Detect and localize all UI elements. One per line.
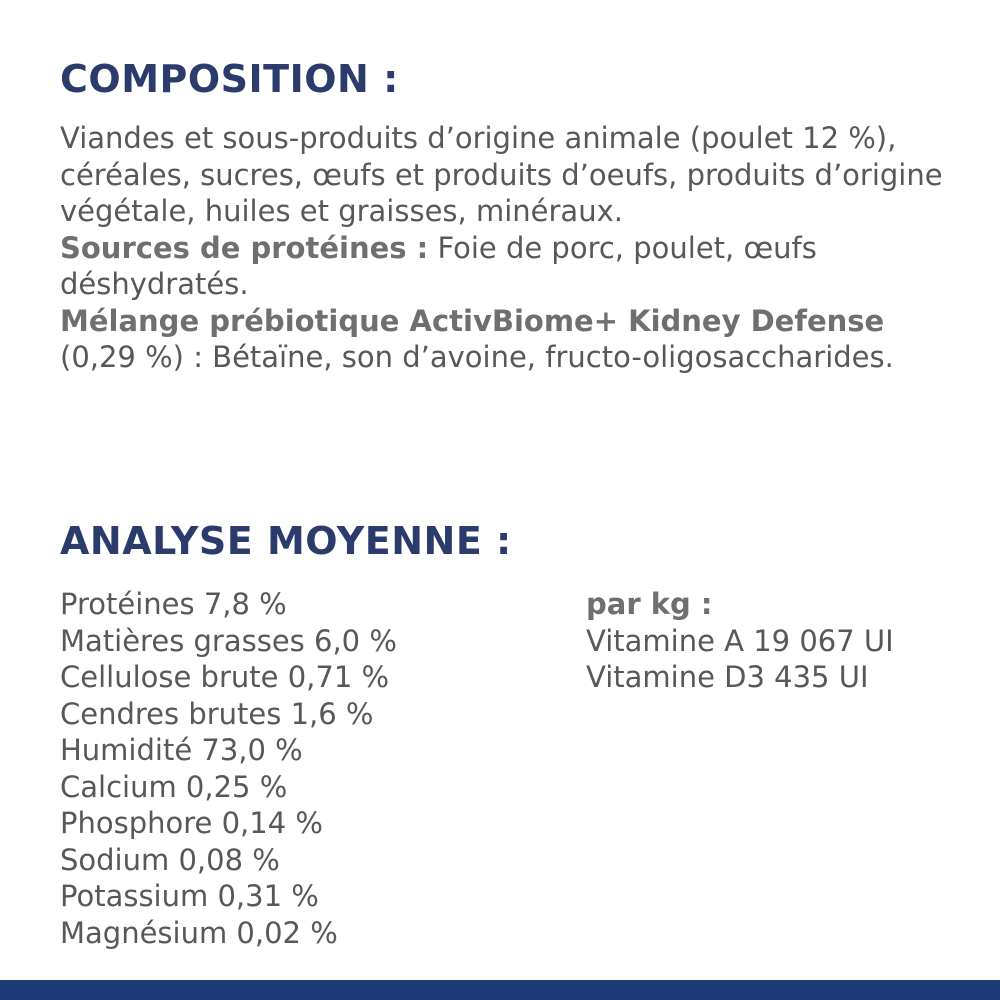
analysis-list [60, 586, 397, 951]
footer-band [0, 980, 1000, 1000]
analysis-item-cendres: Cendres brutes 1,6 % [60, 696, 374, 731]
prebiotic-label: Mélange prébiotique ActivBiome+ Kidney Defense [60, 303, 885, 338]
analysis-item-sodium: Sodium 0,08 % [60, 842, 280, 877]
analysis-item-humidite: Humidité 73,0 % [60, 733, 303, 767]
composition-heading: COMPOSITION : [60, 57, 399, 101]
per-kg-list [586, 623, 894, 696]
analysis-item-calcium: Calcium 0,25 % [60, 769, 288, 804]
protein-sources-text: Foie de porc, poulet, œufs déshydratés. [60, 230, 817, 301]
analysis-item-phosphore: Phosphore 0,14 % [60, 806, 323, 840]
analysis-heading: ANALYSE MOYENNE : [60, 519, 512, 563]
prebiotic-text: (0,29 %) : Bétaïne, son d’avoine, fructo-oligosaccharides. [60, 340, 894, 374]
protein-sources-label: Sources de protéines : [60, 230, 429, 265]
prebiotic-paragraph [60, 303, 960, 376]
analysis-item-proteines: Protéines 7,8 % [60, 587, 287, 621]
per-kg-item-vitamin-d3: Vitamine D3 435 UI [586, 660, 869, 694]
per-kg-title: par kg : [586, 587, 713, 621]
per-kg-item-vitamin-a: Vitamine A 19 067 UI [586, 623, 894, 658]
analysis-item-magnesium: Magnésium 0,02 % [60, 915, 338, 950]
per-kg-block [586, 586, 894, 696]
protein-sources-paragraph [60, 230, 960, 303]
ingredients-paragraph: Viandes et sous-produits d’origine animale (poulet 12 %), céréales, sucres, œufs et produits d’oeufs, produits d’origine végétale, huiles et graisses, minéraux. [60, 121, 943, 228]
analysis-item-potassium: Potassium 0,31 % [60, 879, 319, 913]
analysis-item-matieres-grasses: Matières grasses 6,0 % [60, 623, 397, 658]
composition-text [60, 120, 960, 376]
analysis-item-cellulose: Cellulose brute 0,71 % [60, 660, 390, 694]
